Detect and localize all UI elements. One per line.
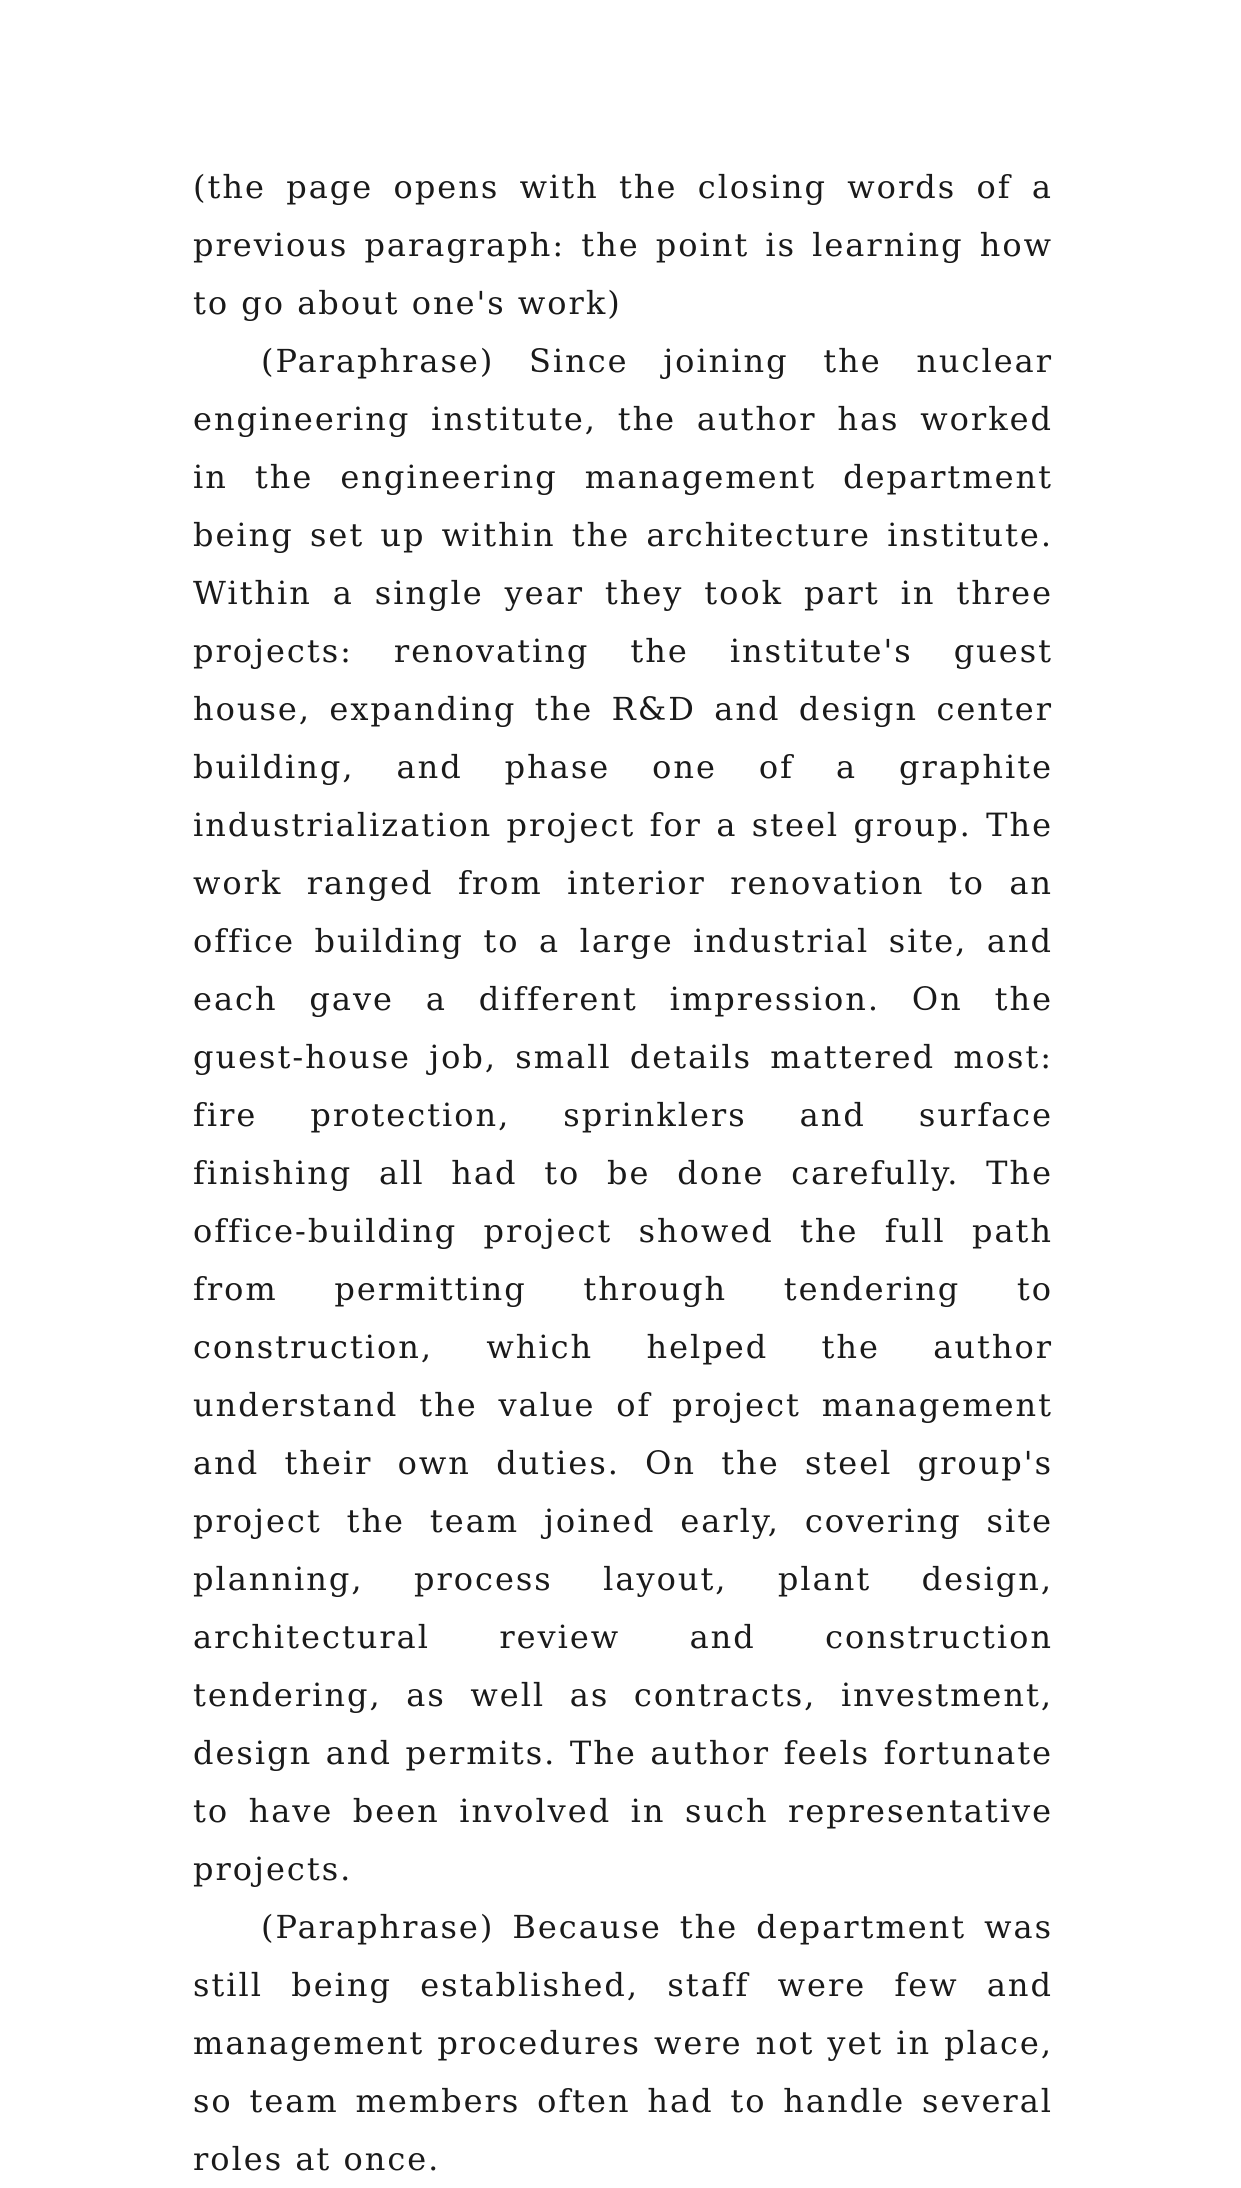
paragraph-project-experience: (Paraphrase) Since joining the nuclear engineering institute, the author has worked in the engineering management department being set up within the architecture institute. Within a single year they took part in three projects: renovating the institute's guest house, expanding the R&D and design center building, and phase one of a graphite industrialization project for a steel group. The work ranged from interior renovation to an office building to a large industrial site, and each gave a different impression. On the guest-house job, small details mattered most: fire protection, sprinklers and surface finishing all had to be done carefully. The office-building project showed the full path from permitting through tendering to construction, which helped the author understand the value of project management and their own duties. On the steel group's project the team joined early, covering site planning, process layout, plant design, architectural review and construction tendering, as well as contracts, investment, design and permits. The author feels fortunate to have been involved in such representative projects. (193, 342, 1053, 1888)
paragraph-department-staffing: (Paraphrase) Because the department was still being established, staff were few and management procedures were not yet in place, so team members often had to handle several roles at once. (193, 1908, 1053, 2178)
paragraph-continuation: (the page opens with the closing words of a previous paragraph: the point is learning how to go about one's work) (193, 168, 1053, 322)
body-text (193, 158, 1053, 2188)
